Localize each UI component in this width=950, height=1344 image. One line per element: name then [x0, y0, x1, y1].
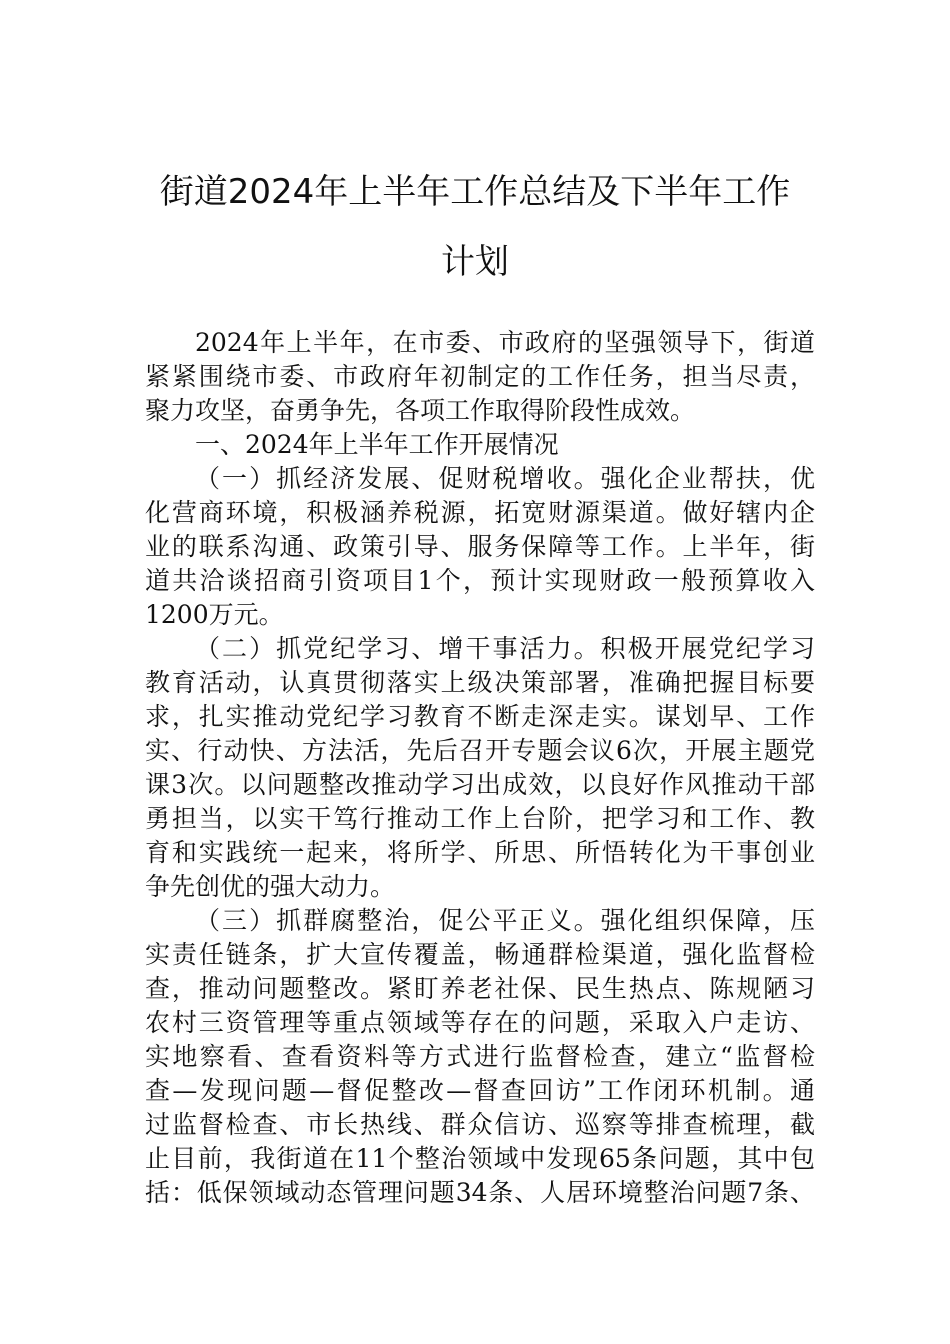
document-title-line-2: 计划	[441, 242, 509, 282]
body-line: 1200万元。	[145, 600, 284, 629]
body-line: 查—发现问题—督促整改—督查回访”工作闭环机制。通	[145, 1076, 815, 1105]
body-line: 道共洽谈招商引资项目1个，预计实现财政一般预算收入	[145, 566, 815, 595]
body-line: 聚力攻坚，奋勇争先，各项工作取得阶段性成效。	[145, 396, 696, 425]
body-line: 实、行动快、方法活，先后召开专题会议6次，开展主题党	[145, 736, 815, 765]
body-line: 化营商环境，积极涵养税源，拓宽财源渠道。做好辖内企	[145, 498, 815, 527]
body-line: 过监督检查、市长热线、群众信访、巡察等排查梳理，截	[145, 1110, 815, 1139]
document-title-line-1: 街道2024年上半年工作总结及下半年工作	[159, 172, 791, 212]
body-line: 农村三资管理等重点领域等存在的问题，采取入户走访、	[145, 1008, 815, 1037]
body-line: 课3次。以问题整改推动学习出成效，以良好作风推动干部	[145, 770, 815, 799]
body-line: 紧紧围绕市委、市政府年初制定的工作任务，担当尽责，	[145, 362, 815, 391]
body-line: 2024年上半年，在市委、市政府的坚强领导下，街道	[195, 328, 815, 357]
body-line: 业的联系沟通、政策引导、服务保障等工作。上半年，街	[145, 532, 815, 561]
section-heading: 一、2024年上半年工作开展情况	[195, 430, 559, 459]
body-line: 实责任链条，扩大宣传覆盖，畅通群检渠道，强化监督检	[145, 940, 815, 969]
body-line: （三）抓群腐整治，促公平正义。强化组织保障，压	[195, 906, 815, 935]
body-line: （二）抓党纪学习、增干事活力。积极开展党纪学习	[195, 634, 815, 663]
body-line: 求，扎实推动党纪学习教育不断走深走实。谋划早、工作	[145, 702, 815, 731]
body-line: 育和实践统一起来，将所学、所思、所悟转化为干事创业	[145, 838, 815, 867]
body-line: 实地察看、查看资料等方式进行监督检查，建立“监督检	[145, 1042, 815, 1071]
body-line: （一）抓经济发展、促财税增收。强化企业帮扶，优	[195, 464, 815, 493]
body-line: 括：低保领域动态管理问题34条、人居环境整治问题7条、	[145, 1178, 815, 1207]
body-line: 勇担当，以实干笃行推动工作上台阶，把学习和工作、教	[145, 804, 815, 833]
body-line: 争先创优的强大动力。	[145, 872, 396, 901]
body-line: 教育活动，认真贯彻落实上级决策部署，准确把握目标要	[145, 668, 815, 697]
body-line: 止目前，我街道在11个整治领域中发现65条问题，其中包	[145, 1144, 815, 1173]
body-line: 查，推动问题整改。紧盯养老社保、民生热点、陈规陋习	[145, 974, 815, 1003]
